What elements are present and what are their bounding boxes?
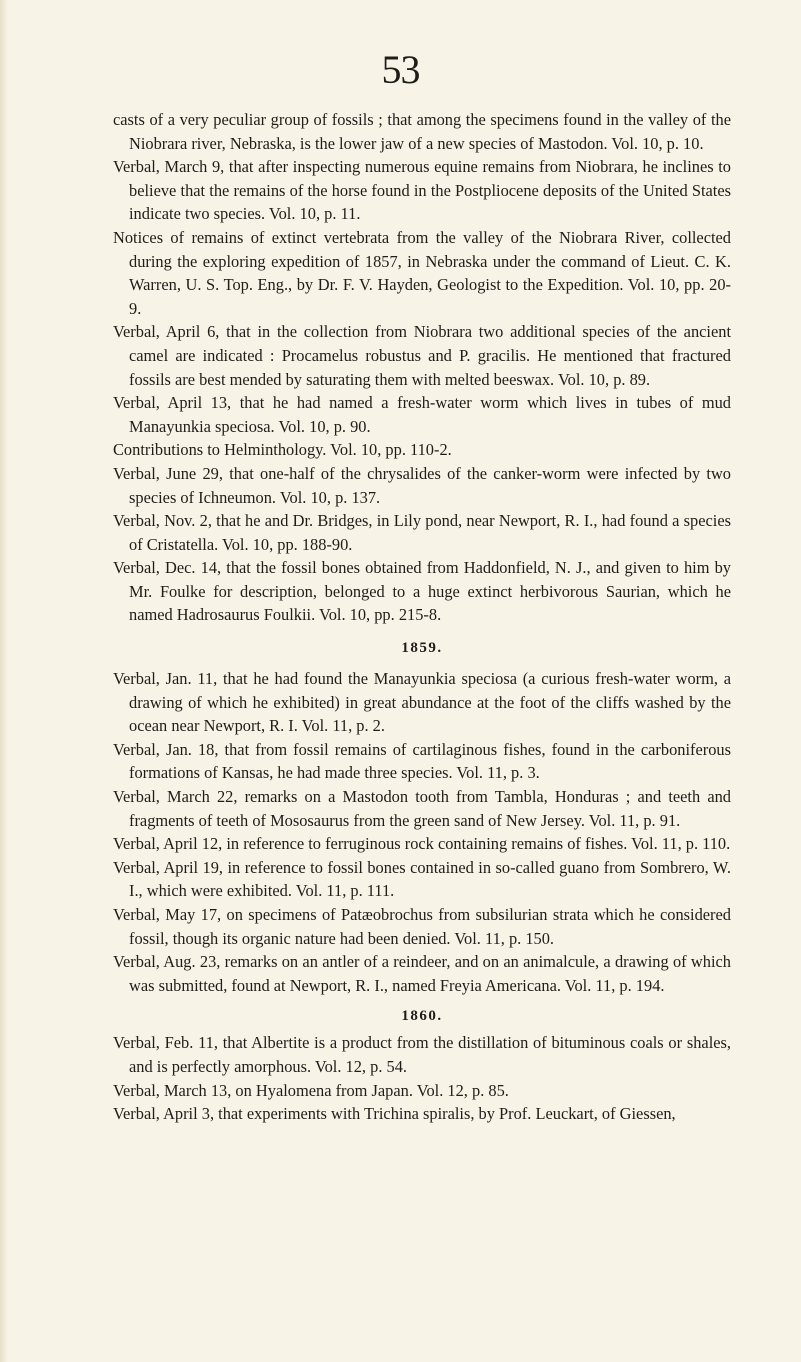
entry: Verbal, Dec. 14, that the fossil bones obtained from Haddonfield, N. J., and given to him by Mr. Foulke for description, belonged to a huge extinct herbivorous Saurian, which he named Hadrosaurus Foulkii. Vol. 10, pp. 215-8. xyxy=(113,558,731,625)
page-content xyxy=(113,108,731,1126)
entry: Verbal, March 9, that after inspecting numerous equine remains from Niobrara, he inclines to believe that the remains of the horse found in the Postpliocene deposits of the United States indicate two species. Vol. 10, p. 11. xyxy=(113,157,731,224)
entry: Verbal, April 13, that he had named a fresh-water worm which lives in tubes of mud Manayunkia speciosa. Vol. 10, p. 90. xyxy=(113,393,731,436)
entry: Verbal, Aug. 23, remarks on an antler of a reindeer, and on an animalcule, a drawing of which was submitted, found at Newport, R. I., named Freyia Americana. Vol. 11, p. 194. xyxy=(113,952,731,995)
page-number: 53 xyxy=(381,47,420,92)
entry: Verbal, March 13, on Hyalomena from Japan. Vol. 12, p. 85. xyxy=(113,1080,509,1100)
entry: Verbal, Nov. 2, that he and Dr. Bridges, in Lily pond, near Newport, R. I., had found a species of Cristatella. Vol. 10, pp. 188-90. xyxy=(113,511,731,554)
year-heading-1860: 1860. xyxy=(401,1008,443,1025)
entry: Verbal, Jan. 18, that from fossil remains of cartilaginous fishes, found in the carboniferous formations of Kansas, he had made three species. Vol. 11, p. 3. xyxy=(113,739,731,783)
entry: Verbal, Feb. 11, that Albertite is a product from the distillation of bituminous coals or shales, and is perfectly amorphous. Vol. 12, p. 54. xyxy=(113,1033,731,1076)
entry: Contributions to Helminthology. Vol. 10, pp. 110-2. xyxy=(113,440,452,460)
entry: Verbal, May 17, on specimens of Patæobrochus from subsilurian strata which he considered fossil, though its organic nature had been denied. Vol. 11, p. 150. xyxy=(113,905,731,948)
entry: Verbal, Jan. 11, that he had found the Manayunkia speciosa (a curious fresh-water worm, a drawing of which he exhibited) in great abundance at the foot of the cliffs washed by the ocean near Newport, R. I. Vol. 11, p. 2. xyxy=(113,669,731,736)
entry: Verbal, April 6, that in the collection from Niobrara two additional species of the ancient camel are indicated : Procamelus robustus and P. gracilis. He mentioned that fractured fossils are best mended by saturating them with melted beeswax. Vol. 10, p. 89. xyxy=(113,322,731,389)
entry: Verbal, April 19, in reference to fossil bones contained in so-called guano from Sombrero, W. I., which were exhibited. Vol. 11, p. 111. xyxy=(113,857,731,901)
entry: Notices of remains of extinct vertebrata from the valley of the Niobrara River, collected during the exploring expedition of 1857, in Nebraska under the command of Lieut. C. K. Warren, U. S. Top. Eng., by Dr. F. V. Hayden, Geologist to the Expedition. Vol. 10, pp. 20-9. xyxy=(113,227,731,318)
entry-continuation: casts of a very peculiar group of fossils ; that among the specimens found in the valley of the Niobrara river, Nebraska, is the lower jaw of a new species of Mastodon. Vol. 10, p. 10. xyxy=(113,110,731,153)
entry: Verbal, April 3, that experiments with Trichina spiralis, by Prof. Leuckart, of Giessen, xyxy=(113,1104,676,1124)
entry: Verbal, June 29, that one-half of the chrysalides of the canker-worm were infected by two species of Ichneumon. Vol. 10, p. 137. xyxy=(113,463,731,507)
page-spine-shadow xyxy=(0,0,8,1362)
entry: Verbal, March 22, remarks on a Mastodon tooth from Tambla, Honduras ; and teeth and fragments of teeth of Mososaurus from the green sand of New Jersey. Vol. 11, p. 91. xyxy=(113,787,731,830)
entry: Verbal, April 12, in reference to ferruginous rock containing remains of fishes. Vol. 11, p. 110. xyxy=(113,834,731,854)
year-heading-1859: 1859. xyxy=(401,640,443,657)
